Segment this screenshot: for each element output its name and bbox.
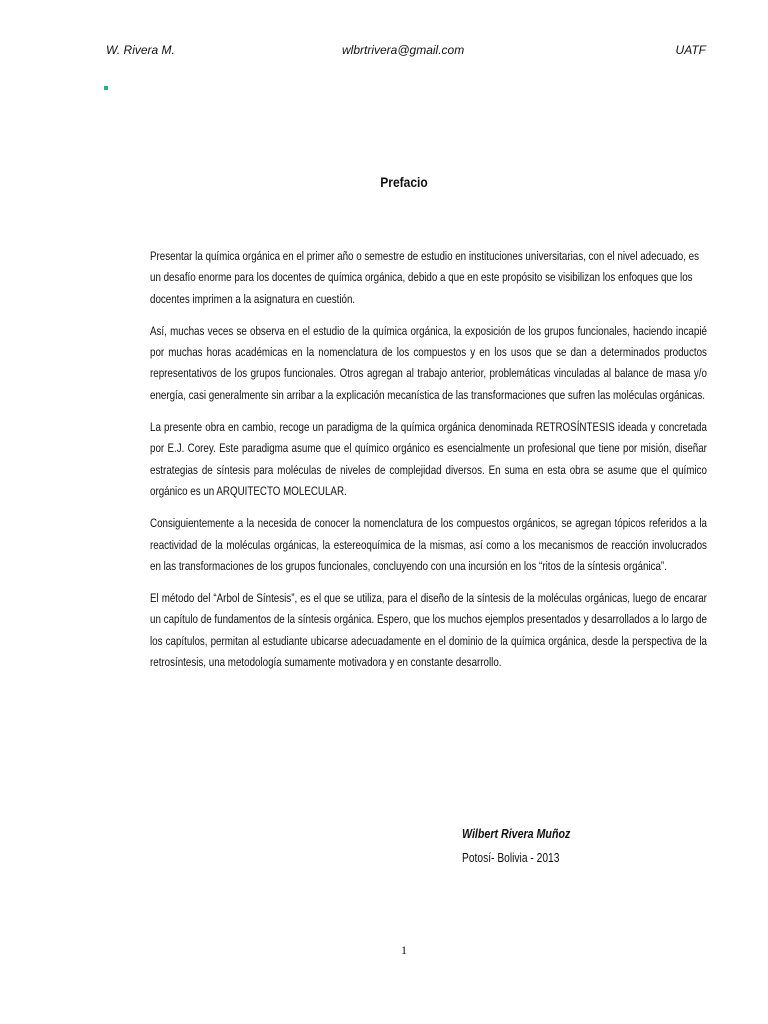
bullet-marker <box>104 86 108 90</box>
signature-name: Wilbert Rivera Muñoz <box>462 826 571 841</box>
signature-place-date: Potosí- Bolivia - 2013 <box>462 851 560 865</box>
page-number: 1 <box>401 943 407 957</box>
header-institution: UATF <box>675 43 706 57</box>
preface-body <box>150 246 707 684</box>
paragraph: Así, muchas veces se observa en el estudio de la química orgánica, la exposición de los grupos funcionales, haciendo incapié por muchas horas académicas en la nomenclatura de los compuestos y en los usos que se dan a determinados productos representativos de los grupos funcionales. Otros agregan al trabajo anterior, problemáticas vinculadas al balance de masa y/o energía, casi generalmente sin arribar a la explicación mecanística de las transformaciones que sufren las moléculas orgánicas. <box>150 323 707 402</box>
paragraph: Consiguientemente a la necesida de conocer la nomenclatura de los compuestos orgánicos, se agregan tópicos referidos a la reactividad de la moléculas orgánicas, la estereoquímica de la mismas, así como a los mecanismos de reacción involucrados en las transformaciones de los grupos funcionales, concluyendo con una incursión en los “ritos de la síntesis orgánica”. <box>150 516 707 573</box>
page-title: Prefacio <box>380 174 428 190</box>
paragraph: Presentar la química orgánica en el primer año o semestre de estudio en instituciones universitarias, con el nivel adecuado, es un desafío enorme para los docentes de química orgánica, debido a que en este propósito se visibilizan los enfoques que los docentes imprimen a la asignatura en cuestión. <box>150 249 700 306</box>
page-header <box>106 43 706 63</box>
header-email: wlbrtrivera@gmail.com <box>342 43 465 57</box>
signature-block <box>462 824 570 868</box>
header-author: W. Rivera M. <box>106 43 175 57</box>
paragraph: El método del “Arbol de Síntesis”, es el que se utiliza, para el diseño de la síntesis de la moléculas orgánicas, luego de encarar un capítulo de fundamentos de la síntesis orgánica. Espero, que los muchos ejemplos presentados y desarrollados a lo largo de los capítulos, permitan al estudiante ubicarse adecuadamente en el dominio de la química orgánica, desde la perspectiva de la retrosíntesis, una metodología sumamente motivadora y en constante desarrollo. <box>150 591 707 670</box>
paragraph: La presente obra en cambio, recoge un paradigma de la química orgánica denominada RETROSÍNTESIS ideada y concretada por E.J. Corey. Este paradigma asume que el químico orgánico es esencialmente un profesional que tiene por misión, diseñar estrategias de síntesis para moléculas de niveles de complejidad diversos. En suma en esta obra se asume que el químico orgánico es un ARQUITECTO MOLECULAR. <box>150 420 707 498</box>
